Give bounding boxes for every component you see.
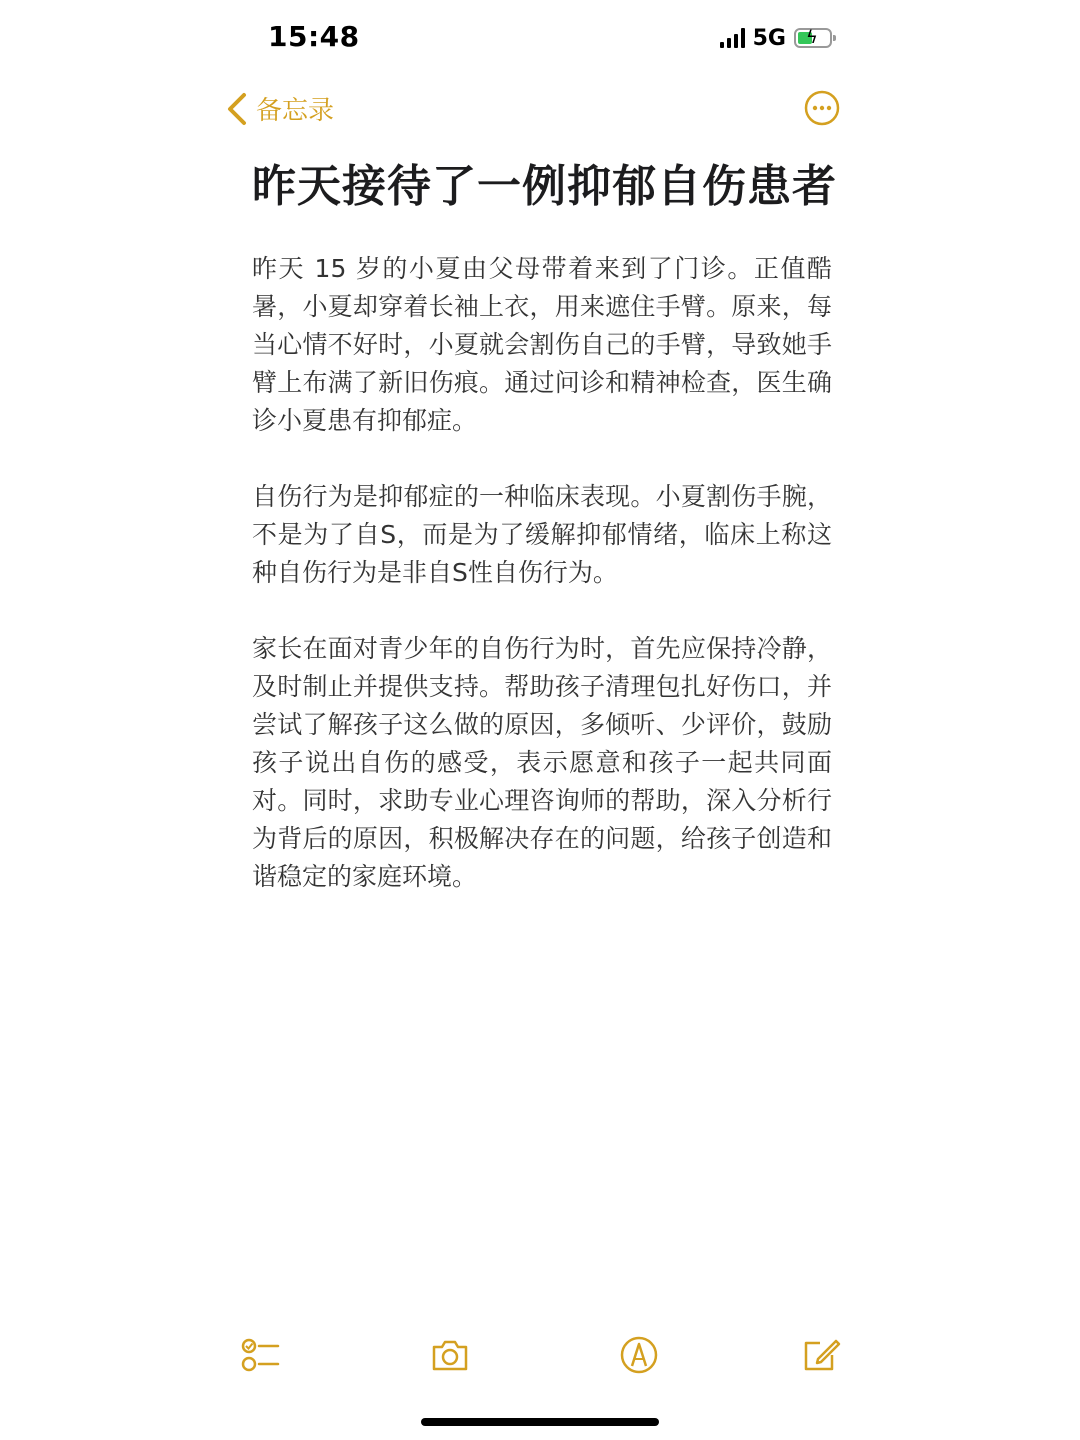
markup-pen-icon[interactable] bbox=[619, 1335, 659, 1375]
note-paragraph: 昨天 15 岁的小夏由父母带着来到了门诊。正值酷暑，小夏却穿着长袖上衣，用来遮住手臂。原来，每当心情不好时，小夏就会割伤自己的手臂，导致她手臂上布满了新旧伤痕。通过问诊和精神检查，医生确诊小夏患有抑郁症。 bbox=[252, 254, 832, 435]
checklist-icon[interactable] bbox=[240, 1335, 280, 1375]
compose-icon[interactable] bbox=[802, 1335, 842, 1375]
chevron-left-icon bbox=[226, 92, 248, 126]
camera-icon[interactable] bbox=[430, 1335, 470, 1375]
back-label: 备忘录 bbox=[256, 96, 335, 126]
home-indicator[interactable] bbox=[421, 1418, 659, 1426]
back-button[interactable] bbox=[226, 90, 334, 127]
note-paragraph: 自伤行为是抑郁症的一种临床表现。小夏割伤手腕，不是为了自S，而是为了缓解抑郁情绪，临床上称这种自伤行为是非自S性自伤行为。 bbox=[252, 482, 832, 587]
note-paragraph: 家长在面对青少年的自伤行为时，首先应保持冷静，及时制止并提供支持。帮助孩子清理包扎好伤口，并尝试了解孩子这么做的原因，多倾听、少评价，鼓励孩子说出自伤的感受，表示愿意和孩子一起共同面对。同时，求助专业心理咨询师的帮助，深入分析行为背后的原因，积极解决存在的问题，给孩子创造和谐稳定的家庭环境。 bbox=[252, 634, 832, 891]
battery-charging-icon: ϟ bbox=[794, 28, 832, 48]
more-circle-icon[interactable] bbox=[804, 90, 840, 126]
navigation-bar bbox=[0, 80, 1080, 140]
status-time: 15:48 bbox=[268, 20, 360, 53]
status-bar bbox=[0, 0, 1080, 80]
signal-bars-icon bbox=[720, 28, 745, 48]
network-type: 5G bbox=[752, 25, 786, 51]
status-indicators bbox=[720, 24, 832, 52]
note-body[interactable] bbox=[252, 250, 832, 934]
note-title[interactable]: 昨天接待了一例抑郁自伤患者 bbox=[252, 161, 837, 212]
bottom-toolbar bbox=[0, 1325, 1080, 1385]
